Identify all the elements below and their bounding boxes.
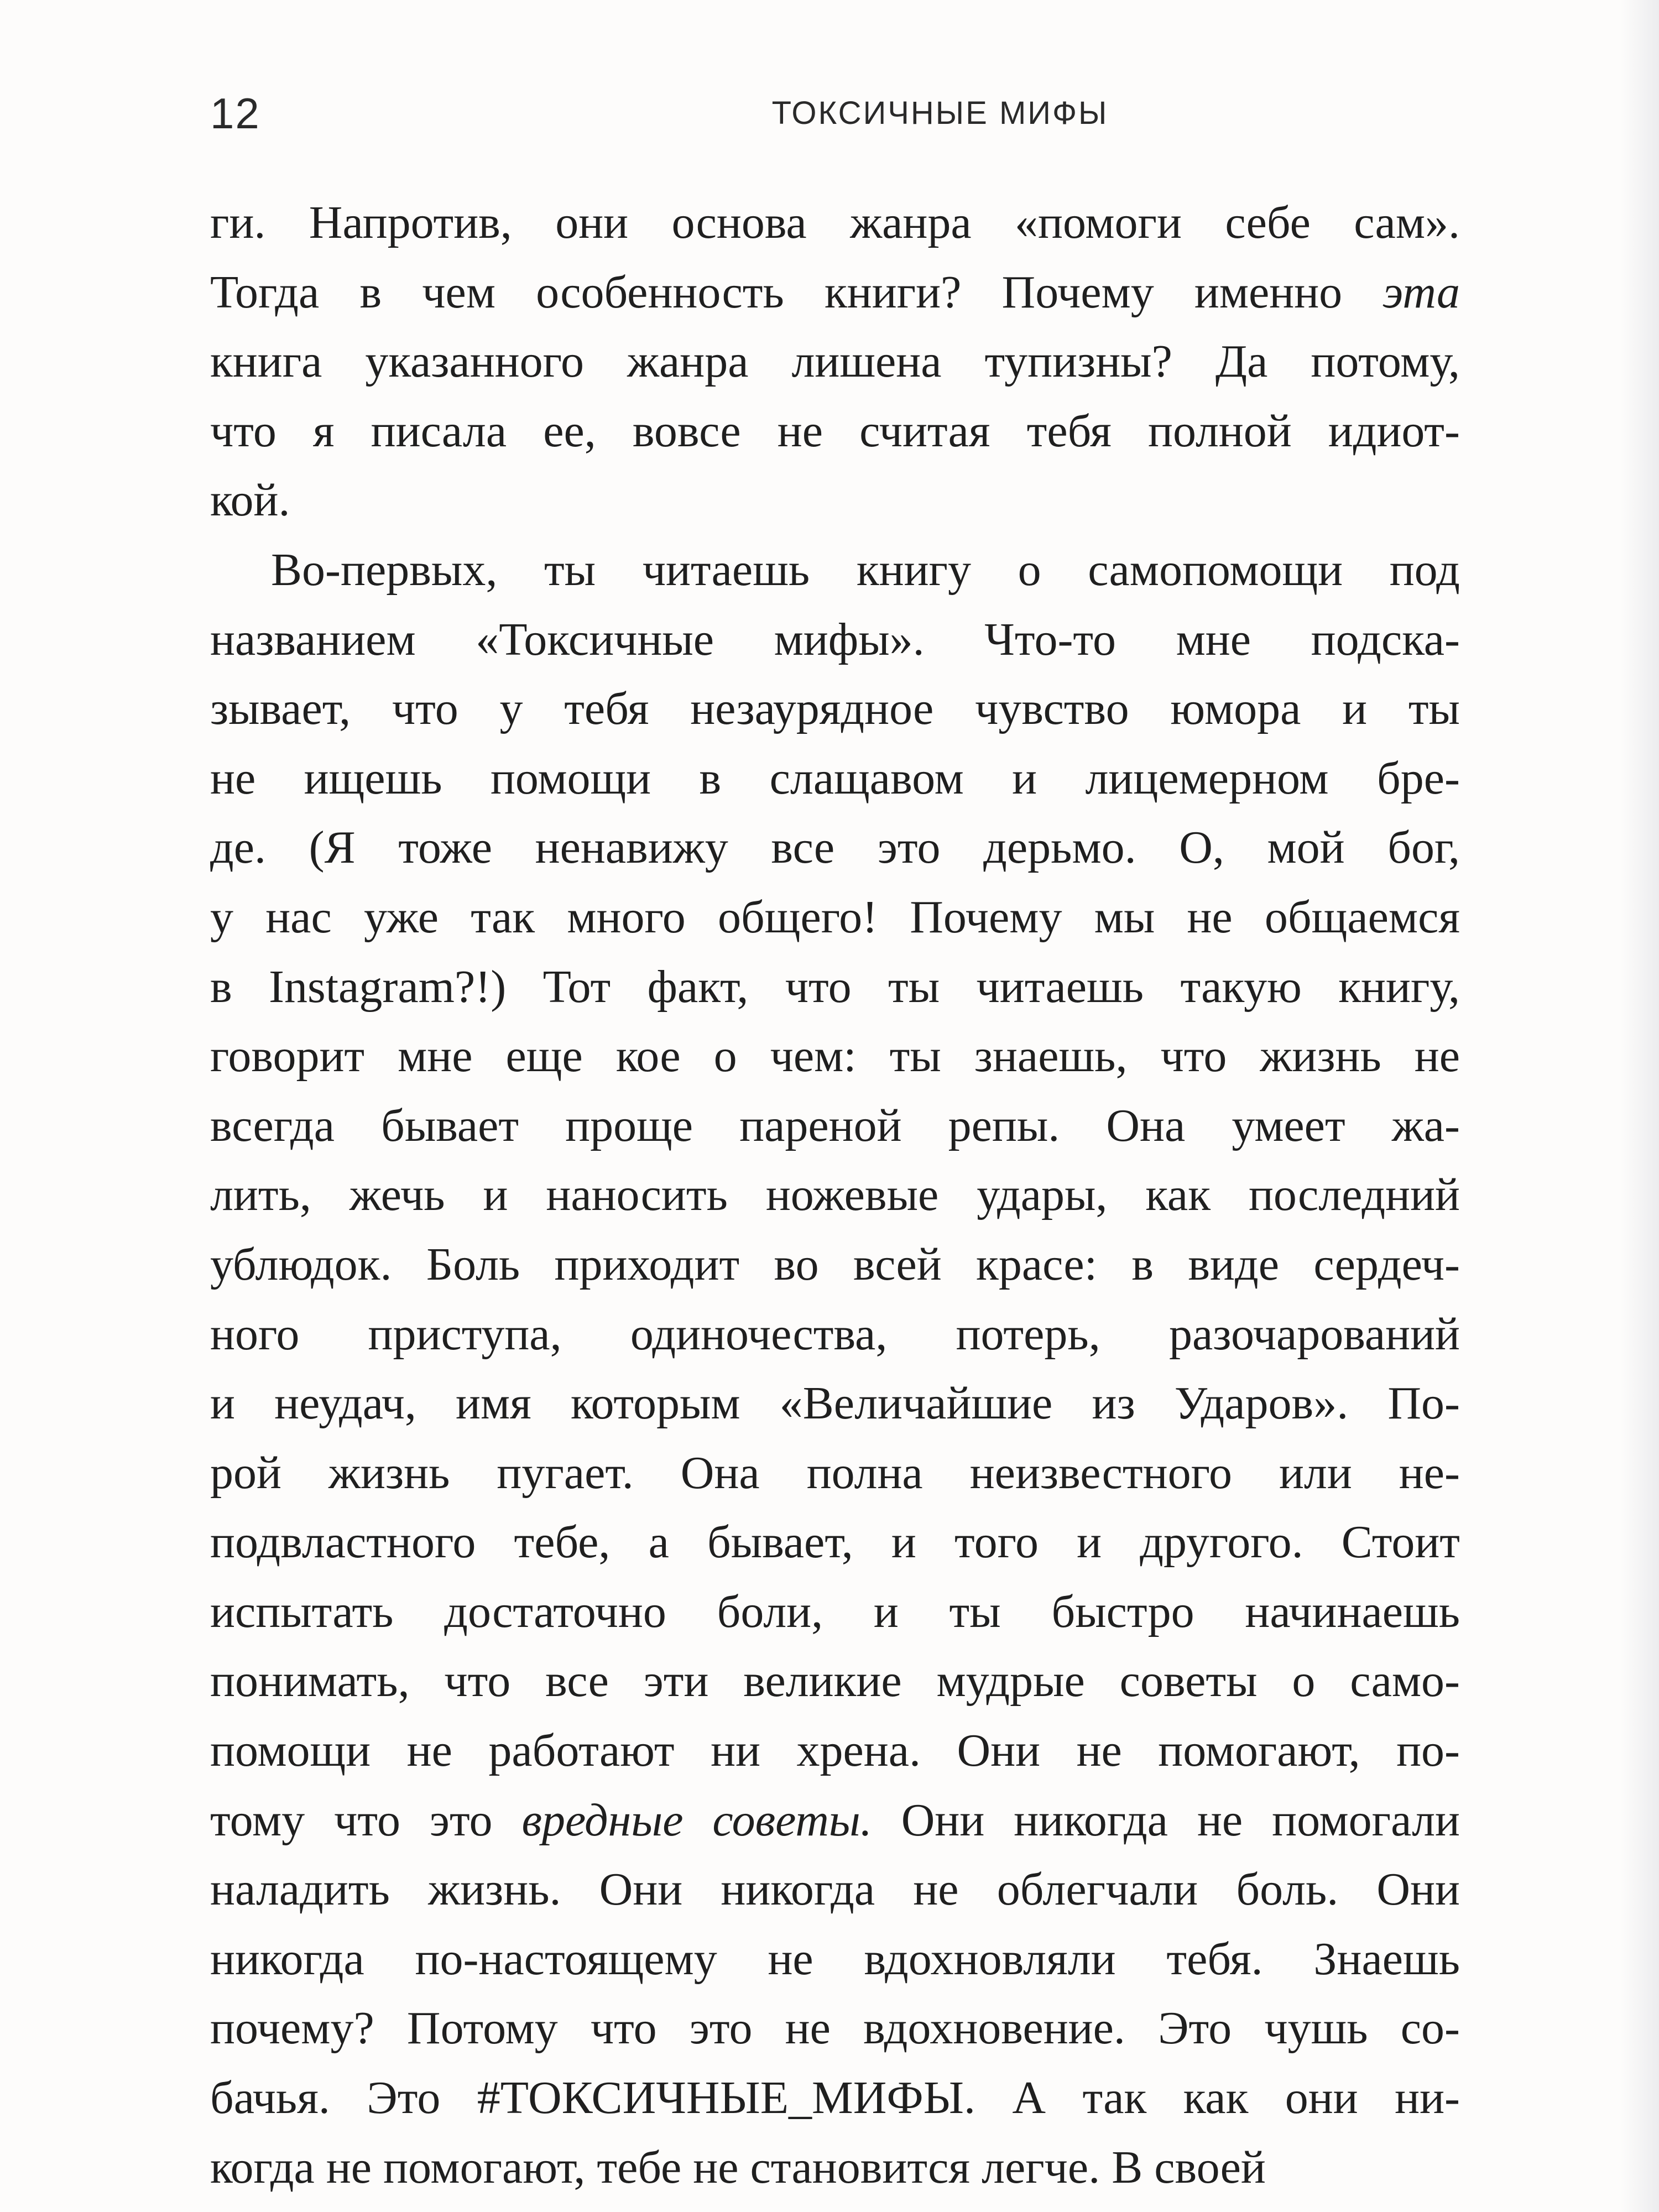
text-segment: ного приступа, одиночества, потерь, разочарований — [210, 1308, 1460, 1360]
text-segment: подвластного тебе, а бывает, и того и другого. Стоит — [210, 1516, 1460, 1568]
text-segment: Во-первых, ты читаешь книгу о самопомощи под — [271, 544, 1460, 596]
text-segment: всегда бывает проще пареной репы. Она умеет жа- — [210, 1099, 1460, 1151]
italic-text: вредные советы. — [521, 1794, 872, 1846]
text-segment: у нас уже так много общего! Почему мы не общаемся — [210, 891, 1460, 943]
text-line — [210, 1646, 1460, 1716]
text-line — [210, 327, 1460, 397]
text-line — [210, 1786, 1460, 1855]
text-segment: почему? Потому что это не вдохновение. Это чушь со- — [210, 2002, 1460, 2054]
text-line — [210, 1507, 1460, 1577]
text-line — [210, 397, 1460, 466]
text-segment: говорит мне еще кое о чем: ты знаешь, что жизнь не — [210, 1030, 1460, 1082]
text-line — [210, 535, 1460, 605]
text-segment: Тогда в чем особенность книги? Почему именно — [210, 266, 1383, 318]
text-line — [210, 2063, 1460, 2133]
text-line — [210, 258, 1460, 327]
text-line — [210, 1994, 1460, 2063]
text-line — [210, 1091, 1460, 1161]
text-segment: ги. Напротив, они основа жанра «помоги себе сам». — [210, 197, 1460, 248]
text-line — [210, 2133, 1460, 2203]
text-segment: рой жизнь пугает. Она полна неизвестного или не- — [210, 1447, 1460, 1499]
text-line — [210, 1369, 1460, 1438]
text-segment: что я писала ее, вовсе не считая тебя полной идиот- — [210, 405, 1460, 457]
text-segment: лить, жечь и наносить ножевые удары, как последний — [210, 1169, 1460, 1221]
text-segment: названием «Токсичные мифы». Что-то мне подска- — [210, 613, 1460, 665]
text-segment: и неудач, имя которым «Величайшие из Ударов». По- — [210, 1378, 1460, 1430]
text-segment: де. (Я тоже ненавижу все это дерьмо. О, мой бог, — [210, 822, 1460, 874]
text-segment: кой. — [210, 474, 290, 526]
text-segment: в Instagram?!) Тот факт, что ты читаешь такую книгу, — [210, 961, 1460, 1013]
page-edge-shadow — [1620, 0, 1659, 2212]
text-line — [210, 1577, 1460, 1647]
text-segment: Они никогда не помогали — [872, 1794, 1460, 1846]
text-segment: наладить жизнь. Они никогда не облегчали боль. Они — [210, 1864, 1460, 1916]
text-segment: понимать, что все эти великие мудрые советы о само- — [210, 1655, 1460, 1707]
text-line — [210, 883, 1460, 952]
text-segment: никогда по-настоящему не вдохновляли тебя. Знаешь — [210, 1933, 1460, 1985]
text-line — [210, 1021, 1460, 1091]
paragraph — [210, 188, 1460, 535]
paragraph — [210, 535, 1460, 2202]
text-segment: бачья. Это #ТОКСИЧНЫЕ_МИФЫ. А так как они ни- — [210, 2072, 1460, 2124]
text-line — [210, 952, 1460, 1022]
text-line — [210, 466, 1460, 535]
text-segment: когда не помогают, тебе не становится легче. В своей — [210, 2141, 1266, 2193]
running-head: ТОКСИЧНЫЕ МИФЫ — [771, 95, 1109, 131]
page-header — [210, 86, 1471, 141]
text-line — [210, 813, 1460, 883]
text-line — [210, 1716, 1460, 1786]
text-line — [210, 674, 1460, 744]
italic-text: эта — [1383, 266, 1460, 318]
text-line — [210, 1300, 1460, 1369]
text-line — [210, 1160, 1460, 1230]
text-line — [210, 1855, 1460, 1924]
text-line — [210, 188, 1460, 258]
text-segment: зывает, что у тебя незаурядное чувство юмора и ты — [210, 683, 1460, 735]
text-segment: тому что это — [210, 1794, 522, 1846]
page-number: 12 — [210, 89, 260, 138]
text-line — [210, 1924, 1460, 1994]
text-segment: испытать достаточно боли, и ты быстро начинаешь — [210, 1585, 1460, 1637]
text-segment: книга указанного жанра лишена тупизны? Да потому, — [210, 336, 1460, 388]
text-segment: не ищешь помощи в слащавом и лицемерном бре- — [210, 752, 1460, 804]
body-text — [210, 188, 1460, 2202]
text-segment: помощи не работают ни хрена. Они не помогают, по- — [210, 1725, 1460, 1777]
text-line — [210, 1230, 1460, 1300]
text-segment: ублюдок. Боль приходит во всей красе: в виде сердеч- — [210, 1238, 1460, 1290]
text-line — [210, 1438, 1460, 1508]
text-line — [210, 605, 1460, 675]
text-line — [210, 744, 1460, 813]
